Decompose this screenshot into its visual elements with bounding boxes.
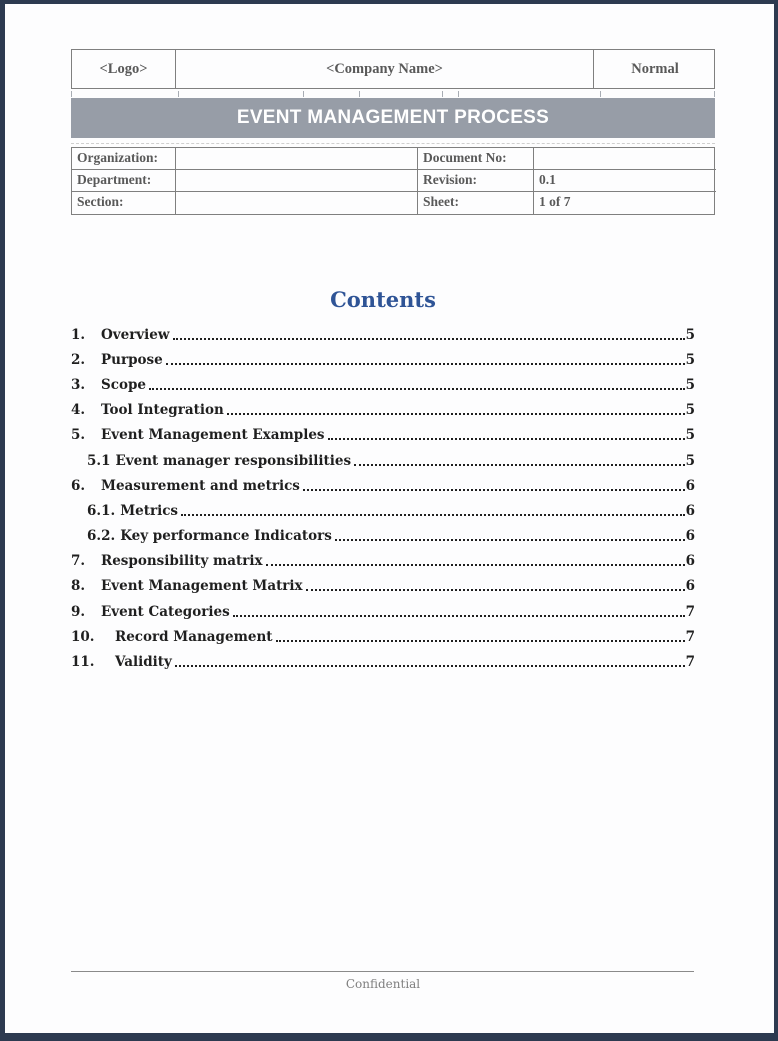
toc-leader-dots [266, 564, 685, 566]
toc-entry-event-manager-responsibilities[interactable] [71, 448, 695, 473]
section-value[interactable] [176, 192, 418, 214]
toc-entry-number: 3. [71, 376, 86, 393]
table-gridline-tick [600, 91, 601, 97]
toc-entry-title: Event Management Examples [101, 427, 325, 444]
toc-page-number: 5 [685, 427, 695, 444]
revision-label: Revision: [418, 170, 534, 192]
department-value[interactable] [176, 170, 418, 192]
logo-placeholder: <Logo> [72, 50, 176, 88]
organization-label: Organization: [72, 148, 176, 170]
table-gridline-tick [442, 91, 443, 97]
toc-page-number: 5 [685, 376, 695, 393]
toc-page-number: 6 [685, 578, 695, 595]
toc-page-number: 5 [685, 351, 695, 368]
department-label: Department: [72, 170, 176, 192]
table-gridline-tick [714, 91, 715, 97]
document-header-table [71, 49, 715, 89]
toc-page-number: 7 [685, 603, 695, 620]
toc-leader-dots [227, 413, 685, 415]
toc-leader-dots [328, 438, 685, 440]
sheet-label: Sheet: [418, 192, 534, 214]
company-name: <Company Name> [176, 50, 594, 88]
toc-entry-title: Responsibility matrix [101, 553, 263, 570]
document-no-value[interactable] [534, 148, 716, 170]
toc-leader-dots [175, 665, 685, 667]
toc-leader-dots [149, 388, 685, 390]
toc-entry-number: 5.1 [87, 452, 111, 469]
toc-entry-number: 9. [71, 603, 86, 620]
toc-entry-record-management[interactable] [71, 624, 695, 649]
toc-entry-title: Measurement and metrics [101, 477, 300, 494]
toc-entry-number: 1. [71, 326, 86, 343]
toc-page-number: 6 [685, 502, 695, 519]
toc-entry-responsibility-matrix[interactable] [71, 549, 695, 574]
toc-entry-number: 7. [71, 553, 86, 570]
toc-entry-title: Key performance Indicators [120, 528, 332, 545]
toc-entry-key-performance-indicators[interactable] [71, 524, 695, 549]
toc-entry-title: Event Categories [101, 603, 230, 620]
table-gridline-tick [303, 91, 304, 97]
document-no-label: Document No: [418, 148, 534, 170]
toc-entry-title: Event manager responsibilities [115, 452, 352, 469]
toc-page-number: 6 [685, 553, 695, 570]
table-gridline-tick [359, 91, 360, 97]
toc-entry-title: Validity [115, 654, 172, 671]
table-gridline [71, 143, 715, 144]
contents-heading: Contents [330, 287, 436, 312]
toc-leader-dots [233, 615, 685, 617]
toc-page-number: 7 [685, 654, 695, 671]
toc-leader-dots [181, 514, 685, 516]
toc-entry-title: Tool Integration [101, 402, 224, 419]
toc-entry-title: Record Management [115, 628, 273, 645]
doc-classification: Normal [631, 60, 679, 77]
toc-page-number: 6 [685, 528, 695, 545]
toc-entry-number: 8. [71, 578, 86, 595]
sheet-value: 1 of 7 [539, 194, 571, 209]
toc-entry-title: Purpose [101, 351, 163, 368]
document-title-banner [71, 98, 715, 138]
toc-page-number: 6 [685, 477, 695, 494]
toc-entry-metrics[interactable] [71, 498, 695, 523]
toc-page-number: 5 [685, 452, 695, 469]
toc-leader-dots [303, 489, 685, 491]
document-info-table [71, 147, 715, 215]
toc-leader-dots [276, 640, 685, 642]
toc-entry-purpose[interactable] [71, 347, 695, 372]
toc-page-number: 5 [685, 326, 695, 343]
toc-entry-validity[interactable] [71, 649, 695, 674]
toc-leader-dots [166, 363, 685, 365]
toc-entry-number: 6.2. [87, 528, 116, 545]
toc-entry-title: Overview [101, 326, 170, 343]
toc-entry-overview[interactable] [71, 322, 695, 347]
toc-entry-number: 6.1. [87, 502, 116, 519]
section-label: Section: [72, 192, 176, 214]
document-title: EVENT MANAGEMENT PROCESS [236, 107, 550, 128]
footer-divider [71, 971, 694, 972]
toc-entry-number: 11. [71, 654, 95, 671]
toc-leader-dots [306, 589, 685, 591]
toc-leader-dots [173, 338, 685, 340]
toc-leader-dots [335, 539, 685, 541]
toc-entry-number: 10. [71, 628, 95, 645]
footer-confidential: Confidential [345, 977, 421, 991]
table-gridline-tick [458, 91, 459, 97]
toc-entry-scope[interactable] [71, 372, 695, 397]
toc-entry-number: 6. [71, 477, 86, 494]
toc-entry-tool-integration[interactable] [71, 398, 695, 423]
toc-entry-number: 5. [71, 427, 86, 444]
toc-entry-number: 2. [71, 351, 86, 368]
revision-value: 0.1 [534, 170, 716, 192]
toc-page-number: 5 [685, 402, 695, 419]
toc-entry-title: Metrics [120, 502, 179, 519]
toc-leader-dots [354, 464, 685, 466]
table-gridline-tick [71, 91, 72, 97]
organization-value[interactable] [176, 148, 418, 170]
toc-entry-event-categories[interactable] [71, 599, 695, 624]
toc-entry-event-management-examples[interactable] [71, 423, 695, 448]
table-of-contents [71, 322, 695, 675]
toc-entry-title: Scope [101, 376, 147, 393]
toc-entry-event-management-matrix[interactable] [71, 574, 695, 599]
toc-entry-measurement-and-metrics[interactable] [71, 473, 695, 498]
toc-entry-number: 4. [71, 402, 86, 419]
toc-entry-title: Event Management Matrix [101, 578, 303, 595]
table-gridline-tick [178, 91, 179, 97]
toc-page-number: 7 [685, 628, 695, 645]
table-gridlines [71, 90, 715, 98]
